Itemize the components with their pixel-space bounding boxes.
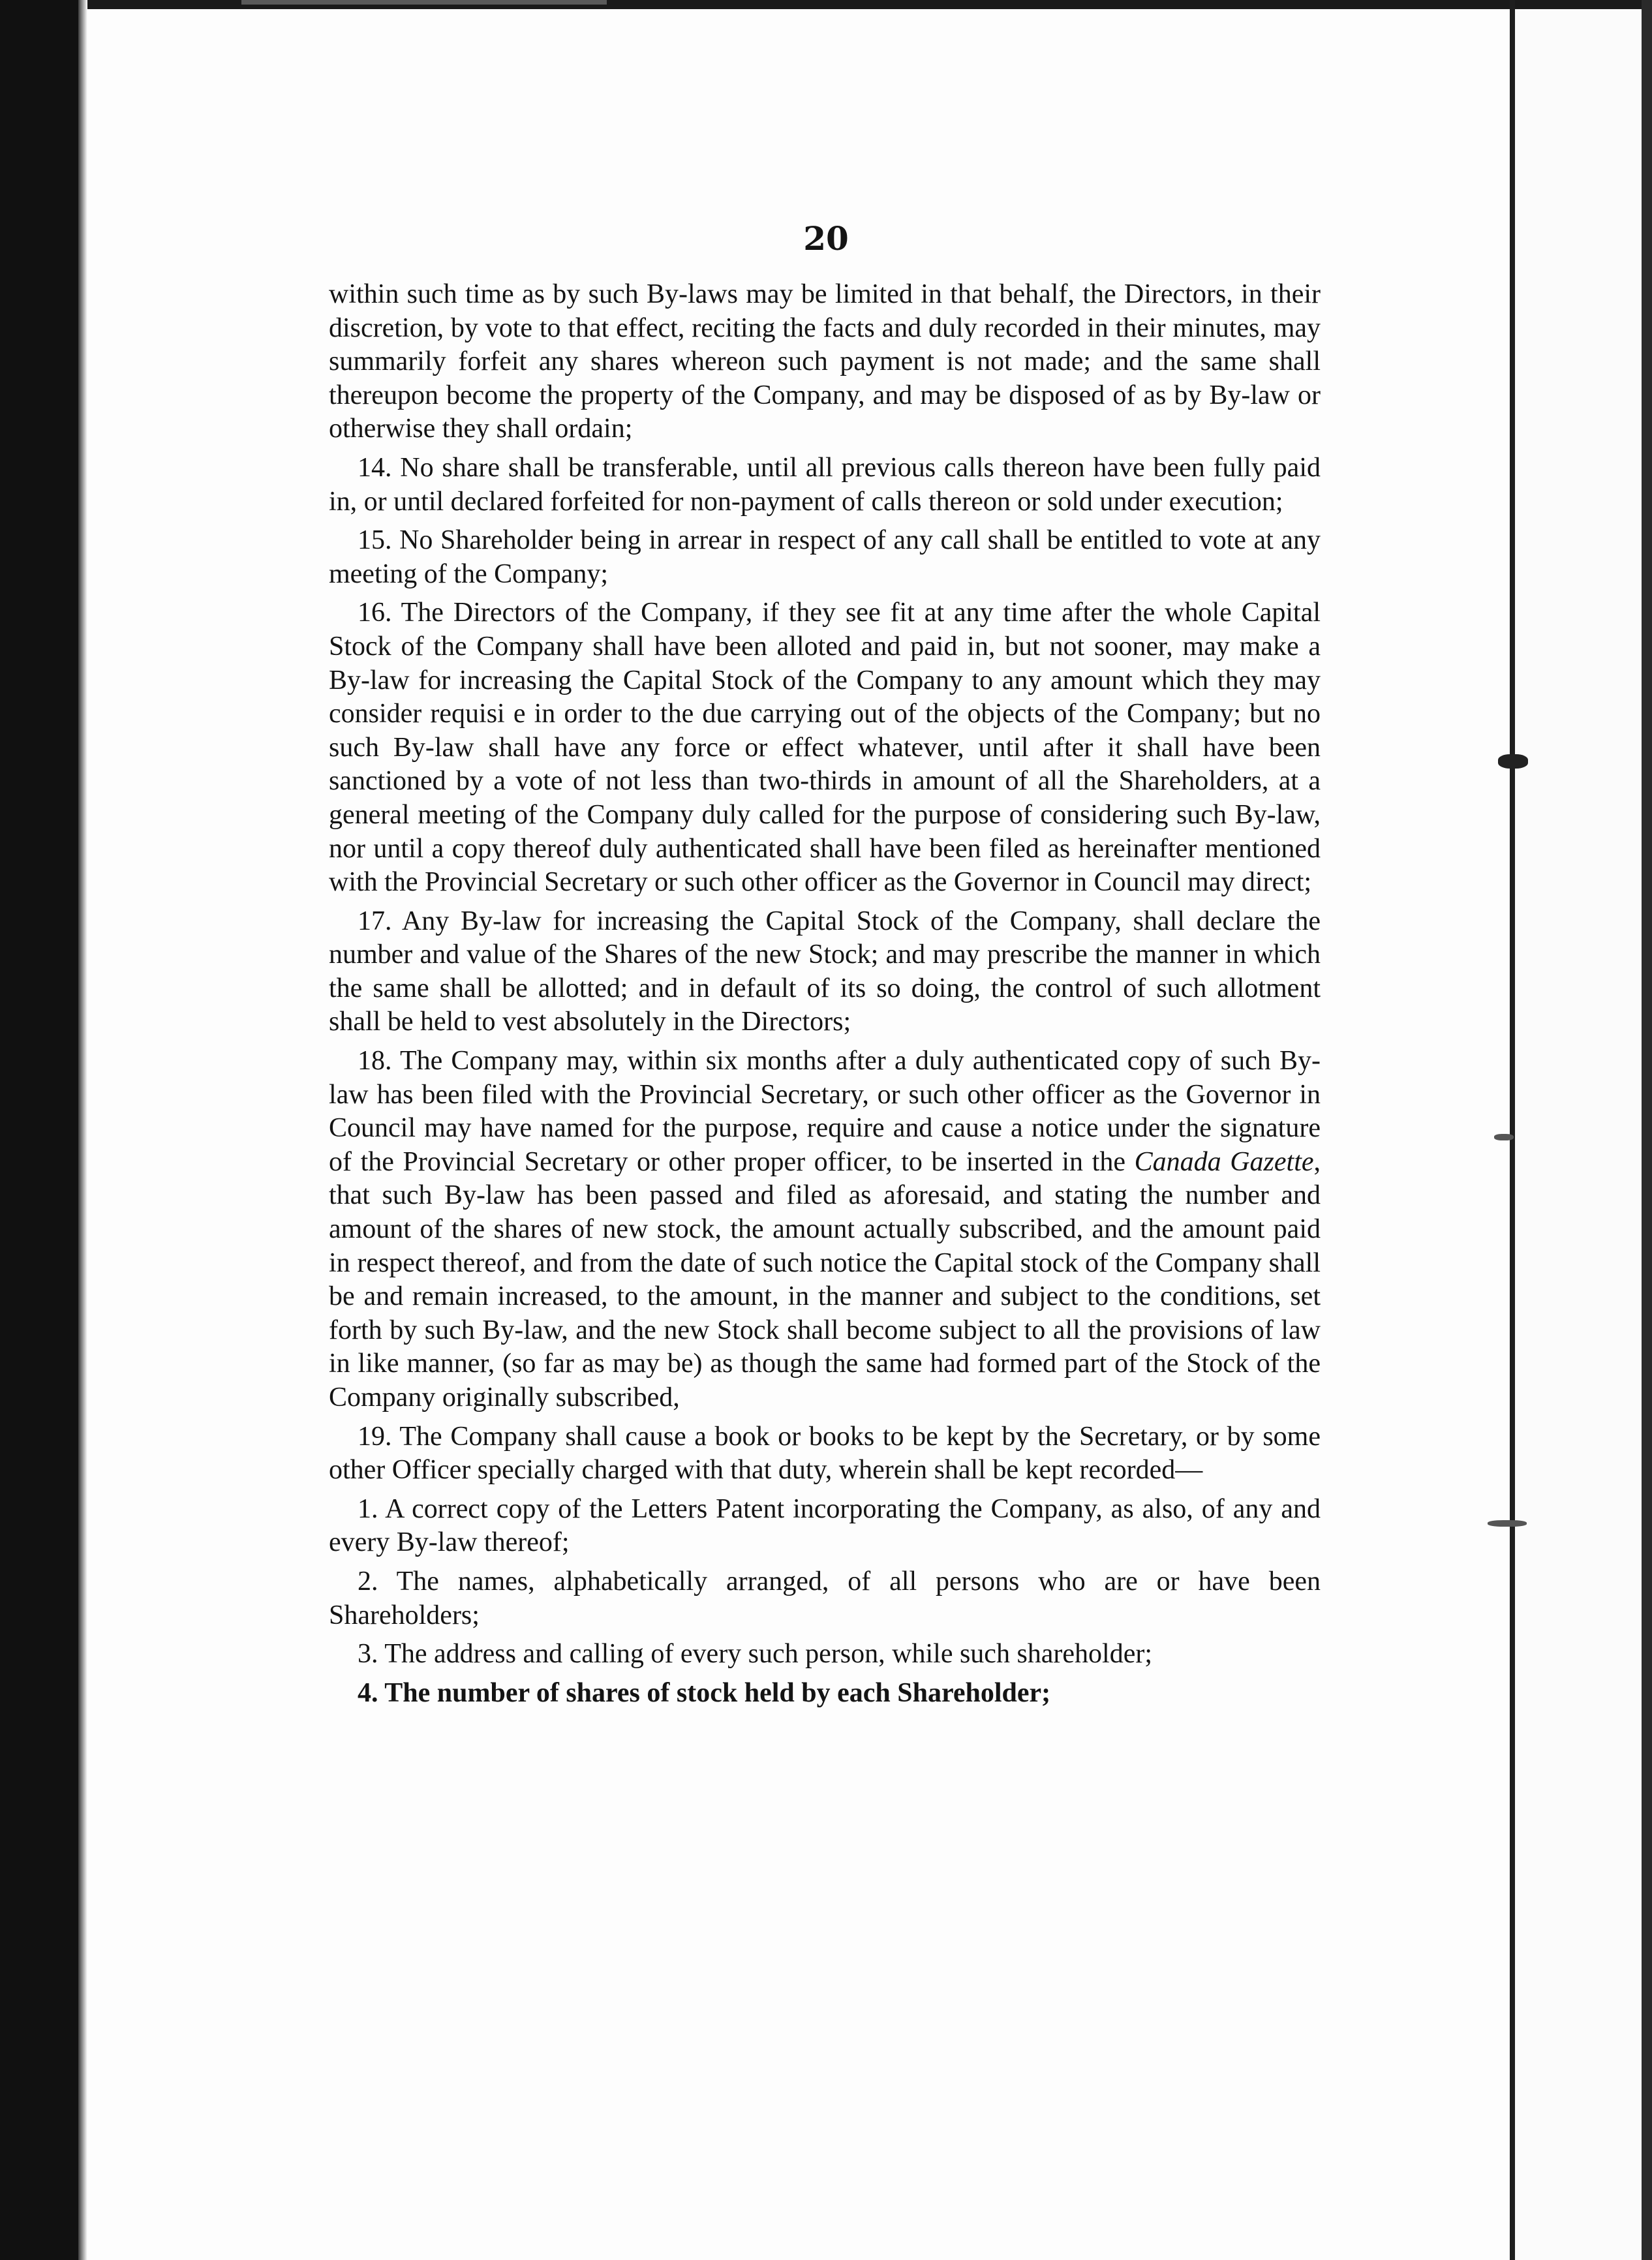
scan-right-border bbox=[1642, 0, 1652, 2260]
scan-left-shadow bbox=[78, 0, 87, 2260]
list-item-4: 4. The number of shares of stock held by each Shareholder; bbox=[358, 1677, 1051, 1708]
page-number: 20 bbox=[803, 219, 849, 258]
binding-mark bbox=[1488, 1520, 1527, 1527]
list-item-2: 2. The names, alphabetically arranged, of all persons who are or have been Shareholders; bbox=[329, 1566, 1321, 1630]
paragraph-18-text-a: 18. The Company may, within six months after a duly authenticated copy of such By-law has been filed with the Provincial Secretary, or such other officer as the Governor in Council may have named for the purpose, require and cause a notice under the signature of the Provincial Secretary or other proper officer, to be inserted in the bbox=[329, 1046, 1321, 1177]
canada-gazette-title: Canada Gazette bbox=[1134, 1146, 1314, 1177]
list-item-3: 3. The address and calling of every such person, while such shareholder; bbox=[358, 1639, 1153, 1670]
list-item-1: 1. A correct copy of the Letters Patent incorporating the Company, as also, of any and every By-law thereof; bbox=[329, 1493, 1321, 1558]
scan-left-border bbox=[0, 0, 78, 2260]
paragraph-18 bbox=[329, 1045, 1321, 1415]
paragraph-13-continued: within such time as by such By-laws may be limited in that behalf, the Directors, in their discretion, by vote to that effect, reciting the facts and duly recorded in their minutes, may summarily forfeit any shares whereon such payment is not made; and the same shall thereupon become the property of the Company, and may be disposed of as by By-law or otherwise they shall ordain; bbox=[329, 279, 1321, 444]
paragraph-15: 15. No Shareholder being in arrear in respect of any call shall be entitled to vote at any meeting of the Company; bbox=[329, 525, 1321, 589]
binding-mark bbox=[1494, 1134, 1514, 1140]
page-fold-line bbox=[1510, 0, 1515, 2260]
paragraph-18-text-b: , that such By-law has been passed and filed as aforesaid, and stating the number and amount of the shares of new stock, the amount actually subscribed, and the amount paid in respect thereof, and from the date of such notice the Capital stock of the Company shall be and remain increased, to the amount, in the manner and subject to the conditions, set forth by such By-law, and the new Stock shall become subject to all the provisions of law in like manner, (so far as may be) as though the same had formed part of the Stock of the Company originally subscribed, bbox=[329, 1146, 1321, 1412]
paragraph-17: 17. Any By-law for increasing the Capital Stock of the Company, shall declare the number and value of the Shares of the new Stock; and may prescribe the manner in which the same shall be allotted; and in default of its so doing, the control of such allotment shall be held to vest absolutely in the Directors; bbox=[329, 906, 1321, 1037]
binding-mark bbox=[1498, 754, 1528, 769]
paragraph-16: 16. The Directors of the Company, if they see fit at any time after the whole Capital Stock of the Company shall have been alloted and paid in, but not sooner, may make a By-law for increasing the Capital Stock of the Company to any amount which they may consider requisi e in order to the due carrying out of the objects of the Company; but no such By-law shall have any force or effect whatever, until after it shall have been sanctioned by a vote of not less than two-thirds in amount of all the Shareholders, at a general meeting of the Company duly called for the purpose of considering such By-law, nor until a copy thereof duly authenticated shall have been filed as hereinafter mentioned with the Provincial Secretary or such other officer as the Governor in Council may direct; bbox=[329, 598, 1321, 898]
paragraph-14: 14. No share shall be transferable, until all previous calls thereon have been fully paid in, or until declared forfeited for non-payment of calls thereon or sold under execution; bbox=[329, 452, 1321, 517]
document-body bbox=[329, 278, 1321, 1715]
scan-top-border-gap bbox=[241, 0, 607, 5]
adjacent-page-strip bbox=[1515, 9, 1652, 2260]
paragraph-19: 19. The Company shall cause a book or books to be kept by the Secretary, or by some other Officer specially charged with that duty, wherein shall be kept recorded— bbox=[329, 1421, 1321, 1486]
